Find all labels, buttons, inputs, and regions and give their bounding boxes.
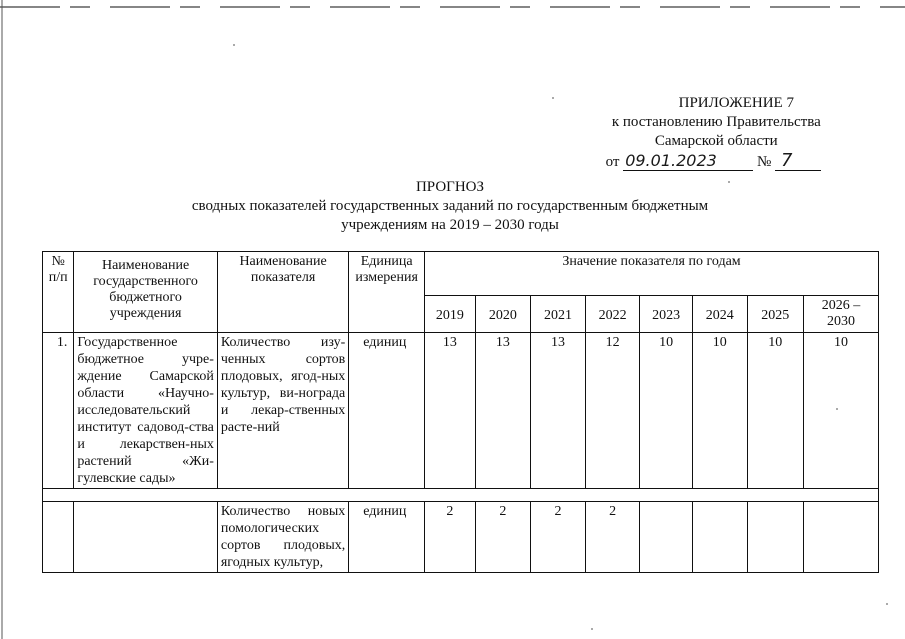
- heading-title: ПРОГНОЗ: [415, 179, 485, 195]
- value-cell: 2: [585, 502, 640, 573]
- appendix-region-line: Самарской области: [654, 133, 778, 149]
- scan-speck: [233, 44, 235, 46]
- header-unit: Единица измерения: [349, 252, 425, 333]
- appendix-date-line: [606, 151, 821, 172]
- value-cell: 12: [585, 333, 640, 489]
- indicator-name: Количество новых помологических сортов плодовых, ягодных культур,: [217, 502, 348, 573]
- value-cell: [804, 502, 879, 573]
- value-cell: 13: [531, 333, 586, 489]
- scan-speck: [552, 97, 554, 99]
- value-cell: [692, 502, 747, 573]
- header-values-group: Значение показателя по годам: [425, 252, 879, 296]
- row-number: [43, 502, 74, 573]
- row-number: 1.: [43, 333, 74, 489]
- date-prefix: от: [605, 154, 620, 170]
- value-cell: [640, 502, 693, 573]
- year-header: 2024: [692, 296, 747, 333]
- header-institution: Наименование государственного бюджетного учреждения: [74, 252, 218, 333]
- value-cell: 10: [747, 333, 804, 489]
- indicator-name: Количество изу-ченных сортов плодовых, ягод-ных культур, ви-нограда и лекар-ственных расте-ний: [217, 333, 348, 489]
- header-num: № п/п: [43, 252, 74, 333]
- year-header: 2026 – 2030: [804, 296, 879, 333]
- handwritten-number: 7: [775, 151, 821, 171]
- heading-line-2: учреждениям на 2019 – 2030 годы: [341, 217, 559, 233]
- number-prefix: №: [756, 154, 772, 170]
- unit-of-measure: единиц: [349, 502, 425, 573]
- handwritten-date: 09.01.2023: [623, 151, 753, 171]
- value-cell: 2: [475, 502, 531, 573]
- appendix-resolution-line: к постановлению Правительства: [611, 114, 821, 130]
- scan-top-edge: [0, 6, 905, 8]
- table-row: [43, 502, 879, 573]
- document-heading: [150, 178, 750, 235]
- value-cell: 2: [425, 502, 476, 573]
- value-cell: 10: [692, 333, 747, 489]
- row-gap: [43, 489, 879, 502]
- table-row: [43, 333, 879, 489]
- institution-name: Государственное бюджетное учре-ждение Самарской области «Научно-исследовательский институт садовод-ства и лекарствен-ных растений «Жи-гулевские сады»: [74, 333, 218, 489]
- header-row: [43, 252, 879, 296]
- unit-of-measure: единиц: [349, 333, 425, 489]
- value-cell: 13: [425, 333, 476, 489]
- year-header: 2021: [531, 296, 586, 333]
- scan-speck: [886, 603, 888, 605]
- value-cell: 2: [531, 502, 586, 573]
- year-header: 2022: [585, 296, 640, 333]
- year-header: 2023: [640, 296, 693, 333]
- value-cell: 10: [640, 333, 693, 489]
- year-header: 2020: [475, 296, 531, 333]
- year-header: 2019: [425, 296, 476, 333]
- year-header: 2025: [747, 296, 804, 333]
- value-cell: [747, 502, 804, 573]
- appendix-title: ПРИЛОЖЕНИЕ 7: [678, 95, 794, 111]
- header-indicator: Наименование показателя: [217, 252, 348, 333]
- scan-speck: [591, 628, 593, 630]
- forecast-table: [42, 251, 879, 573]
- value-cell: 13: [475, 333, 531, 489]
- institution-name: [74, 502, 218, 573]
- appendix-block: [605, 94, 821, 172]
- value-cell: 10: [804, 333, 879, 489]
- heading-line-1: сводных показателей государственных заданий по государственным бюджетным: [191, 198, 709, 214]
- scan-left-edge: [1, 0, 3, 639]
